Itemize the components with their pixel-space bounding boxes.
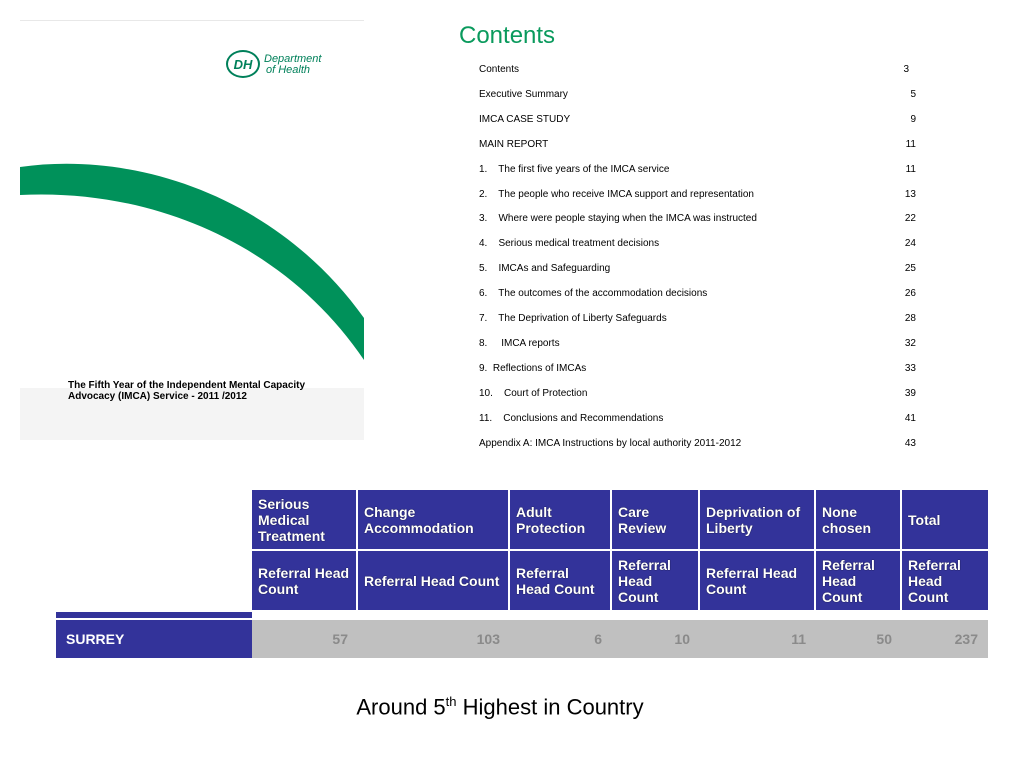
toc-entry-page: 3 bbox=[903, 64, 909, 75]
toc-entry-page: 24 bbox=[904, 238, 916, 250]
toc-entry-title: 5. IMCAs and Safeguarding bbox=[479, 263, 611, 275]
toc-entry bbox=[479, 62, 939, 78]
toc-entry-page: 39 bbox=[904, 387, 916, 399]
slide-caption: Around 5th Highest in Country bbox=[356, 694, 644, 720]
column-header-measure: Referral Head Count bbox=[612, 551, 698, 610]
toc-entry bbox=[479, 386, 939, 402]
toc-entry-page: 13 bbox=[904, 188, 916, 200]
toc-entry bbox=[479, 436, 939, 452]
toc-entry bbox=[479, 311, 939, 327]
toc-entry bbox=[479, 87, 939, 103]
toc-entry-title: 11. Conclusions and Recommendations bbox=[479, 412, 664, 424]
table-value-cell: 10 bbox=[612, 620, 700, 658]
toc-entry-title: 10. Court of Protection bbox=[479, 387, 588, 399]
table-value-cell: 6 bbox=[510, 620, 612, 658]
toc-entry-title: 4. Serious medical treatment decisions bbox=[479, 238, 660, 250]
report-cover-image bbox=[20, 20, 364, 440]
column-header-measure: Referral Head Count bbox=[358, 551, 508, 610]
toc-entry-page: 26 bbox=[904, 288, 916, 300]
cover-title: The Fifth Year of the Independent Mental Capacity Advocacy (IMCA) Service - 2011 /2012 bbox=[68, 380, 306, 402]
column-header-category: Total bbox=[902, 490, 988, 549]
column-header-category: Change Accommodation bbox=[358, 490, 508, 549]
dh-logo-text: Department of Health bbox=[264, 53, 322, 76]
column-header-measure: Referral Head Count bbox=[816, 551, 900, 610]
toc-entry-title: 1. The first five years of the IMCA service bbox=[479, 163, 670, 175]
table-value-cell: 50 bbox=[816, 620, 902, 658]
toc-entry-page: 33 bbox=[904, 362, 916, 374]
table-value-cell: 11 bbox=[700, 620, 816, 658]
toc-entry bbox=[479, 261, 939, 277]
toc-entry bbox=[479, 361, 939, 377]
toc-entry-page: 43 bbox=[904, 437, 916, 449]
toc-entry bbox=[479, 336, 939, 352]
dh-logo-mark: DH bbox=[226, 50, 260, 78]
toc-entry-page: 28 bbox=[904, 313, 916, 324]
table-value-cell: 103 bbox=[358, 620, 510, 658]
column-header-measure: Referral Head Count bbox=[700, 551, 814, 610]
row-label-band bbox=[56, 612, 252, 618]
toc-entry-page: 9 bbox=[910, 113, 916, 125]
column-header-category: Care Review bbox=[612, 490, 698, 549]
toc-entry-title: 2. The people who receive IMCA support and representation bbox=[479, 188, 754, 200]
column-header-measure: Referral Head Count bbox=[510, 551, 610, 610]
toc-entry bbox=[479, 286, 939, 302]
toc-entry-page: 11 bbox=[905, 163, 916, 175]
toc-entry-title: 6. The outcomes of the accommodation decisions bbox=[479, 288, 708, 300]
toc-entry-page: 22 bbox=[904, 213, 916, 225]
toc-entry bbox=[479, 236, 939, 252]
column-header-measure: Referral Head Count bbox=[252, 551, 356, 610]
toc-entry-title: 8. IMCA reports bbox=[479, 337, 560, 349]
toc-entry-page: 5 bbox=[910, 88, 916, 100]
toc-entry-page: 41 bbox=[904, 412, 916, 424]
toc-entry-title: 3. Where were people staying when the IMCA was instructed bbox=[479, 213, 757, 225]
toc-entry bbox=[479, 137, 939, 153]
toc-entry bbox=[479, 112, 939, 128]
row-label-surrey: SURREY bbox=[56, 620, 252, 658]
toc-entry-title: MAIN REPORT bbox=[479, 138, 549, 150]
table-value-cell: 57 bbox=[252, 620, 358, 658]
toc-entry-title: IMCA CASE STUDY bbox=[479, 113, 571, 125]
toc-entry-page: 25 bbox=[904, 263, 916, 275]
toc-entry-title: Executive Summary bbox=[479, 88, 568, 100]
toc-entry bbox=[479, 187, 939, 203]
column-header-category: Adult Protection bbox=[510, 490, 610, 549]
column-header-category: Serious Medical Treatment bbox=[252, 490, 356, 549]
toc-entry bbox=[479, 162, 939, 178]
toc-entry bbox=[479, 411, 939, 427]
toc-entry-title: 9. Reflections of IMCAs bbox=[479, 362, 587, 374]
toc-entry-page: 11 bbox=[905, 138, 916, 150]
toc-entry-title: Appendix A: IMCA Instructions by local authority 2011-2012 bbox=[479, 437, 742, 449]
column-header-category: Deprivation of Liberty bbox=[700, 490, 814, 549]
contents-heading: Contents bbox=[459, 22, 556, 49]
toc-entry-title: 7. The Deprivation of Liberty Safeguards bbox=[479, 313, 667, 324]
toc-entry bbox=[479, 211, 939, 227]
table-value-cell: 237 bbox=[902, 620, 988, 658]
dh-logo bbox=[226, 48, 356, 84]
column-header-measure: Referral Head Count bbox=[902, 551, 988, 610]
toc-entry-page: 32 bbox=[904, 337, 916, 349]
column-header-category: None chosen bbox=[816, 490, 900, 549]
toc-entry-title: Contents bbox=[479, 64, 520, 75]
